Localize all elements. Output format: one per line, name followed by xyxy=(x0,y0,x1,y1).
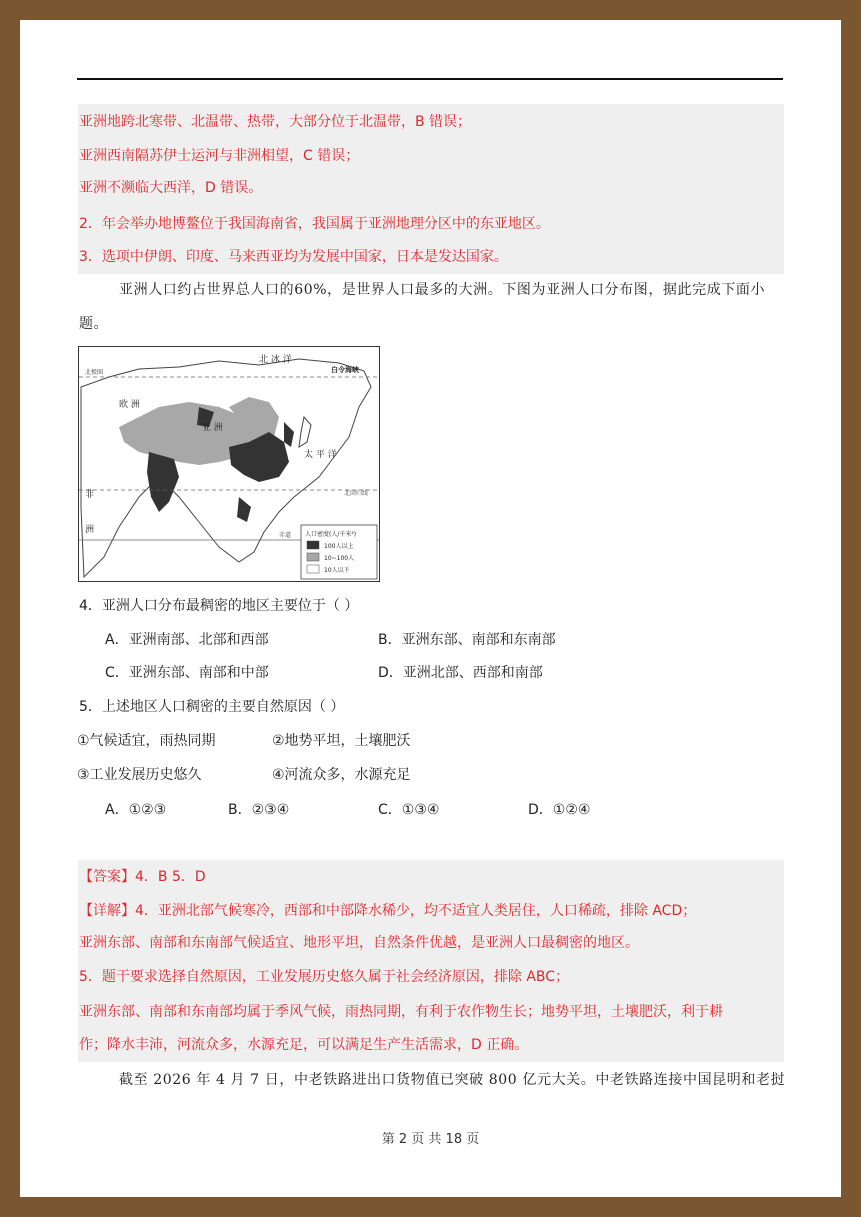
explanation-line: 2．年会举办地博鳌位于我国海南省，我国属于亚洲地理分区中的东亚地区。 xyxy=(79,216,550,232)
q5-option-a: A．①②③ xyxy=(105,802,167,818)
header-rule xyxy=(77,78,783,80)
q4-option-d: D．亚洲北部、西部和南部 xyxy=(378,665,543,681)
detail-line: 作；降水丰沛，河流众多，水源充足，可以满足生产生活需求，D 正确。 xyxy=(79,1037,529,1053)
q4-option-b: B．亚洲东部、南部和东南部 xyxy=(378,632,556,648)
intro-text-continued: 题。 xyxy=(79,316,109,332)
next-question-intro: 截至 2026 年 4 月 7 日，中老铁路进出口货物值已突破 800 亿元大关。中老铁路连接中国昆明和老挝 xyxy=(119,1072,786,1088)
q5-option-b: B．②③④ xyxy=(228,802,290,818)
map-graphic xyxy=(79,347,379,581)
legend-label: 10人以下 xyxy=(324,567,350,574)
map-label-pacific: 太 平 洋 xyxy=(304,450,337,460)
detail-line: 5．题干要求选择自然原因，工业发展历史悠久属于社会经济原因，排除 ABC； xyxy=(79,969,570,985)
q5-statement-4: ④河流众多，水源充足 xyxy=(272,767,411,783)
legend-title: 人口密度(人/千米²) xyxy=(305,531,357,538)
q5-statement-2: ②地势平坦，土壤肥沃 xyxy=(272,733,411,749)
q4-option-c: C．亚洲东部、南部和中部 xyxy=(105,665,269,681)
explanation-line: 亚洲地跨北寒带、北温带、热带，大部分位于北温带，B 错误； xyxy=(79,114,472,130)
q5-statement-1: ①气候适宜，雨热同期 xyxy=(77,733,216,749)
detail-line: 【详解】4．亚洲北部气候寒冷，西部和中部降水稀少，均不适宜人类居住，人口稀疏，排除 ACD； xyxy=(79,903,697,919)
page-footer: 第 2 页 共 18 页 xyxy=(381,1132,480,1147)
q5-option-d: D．①②④ xyxy=(528,802,591,818)
q4-option-a: A．亚洲南部、北部和西部 xyxy=(105,632,269,648)
q5-option-c: C．①③④ xyxy=(378,802,440,818)
asia-population-map xyxy=(78,346,380,582)
map-label-europe: 欧 洲 xyxy=(119,400,140,410)
legend-swatch-high xyxy=(307,541,319,549)
question-4-stem: 4．亚洲人口分布最稠密的地区主要位于（ ） xyxy=(79,598,359,614)
explanation-line: 3．选项中伊朗、印度、马来西亚均为发展中国家，日本是发达国家。 xyxy=(79,249,508,265)
legend-label: 10~100人 xyxy=(324,555,355,562)
document-page xyxy=(20,20,841,1197)
intro-text: 亚洲人口约占世界总人口的60%，是世界人口最多的大洲。下图为亚洲人口分布图，据此完成下面小 xyxy=(119,282,766,298)
answer-line: 【答案】4．B 5．D xyxy=(79,869,206,885)
legend-swatch-medium xyxy=(307,553,319,561)
legend-swatch-low xyxy=(307,565,319,573)
map-label-africa: 非 xyxy=(85,490,95,500)
legend-label: 100人以上 xyxy=(324,543,354,550)
map-label-arctic-circle: 北极圈 xyxy=(85,369,104,376)
explanation-line: 亚洲不濒临大西洋，D 错误。 xyxy=(79,180,263,196)
map-label-tropic: 北回归线 xyxy=(344,490,369,497)
question-5-stem: 5．上述地区人口稠密的主要自然原因（ ） xyxy=(79,699,345,715)
map-label-africa: 洲 xyxy=(85,525,95,535)
map-label-asia: 亚 洲 xyxy=(202,423,223,433)
map-label-bering: 白令海峡 xyxy=(331,366,359,374)
detail-line: 亚洲东部、南部和东南部气候适宜、地形平坦，自然条件优越，是亚洲人口最稠密的地区。 xyxy=(79,935,639,951)
answer-highlight xyxy=(78,860,784,1062)
map-label-arctic: 北 冰 洋 xyxy=(259,355,292,365)
high-density-region xyxy=(147,452,179,512)
map-label-equator: 赤道 xyxy=(279,532,292,539)
explanation-line: 亚洲西南隔苏伊士运河与非洲相望，C 错误； xyxy=(79,148,360,164)
q5-statement-3: ③工业发展历史悠久 xyxy=(77,767,202,783)
detail-line: 亚洲东部、南部和东南部均属于季风气候，雨热同期，有利于农作物生长；地势平坦，土壤肥沃，利于耕 xyxy=(79,1004,723,1020)
